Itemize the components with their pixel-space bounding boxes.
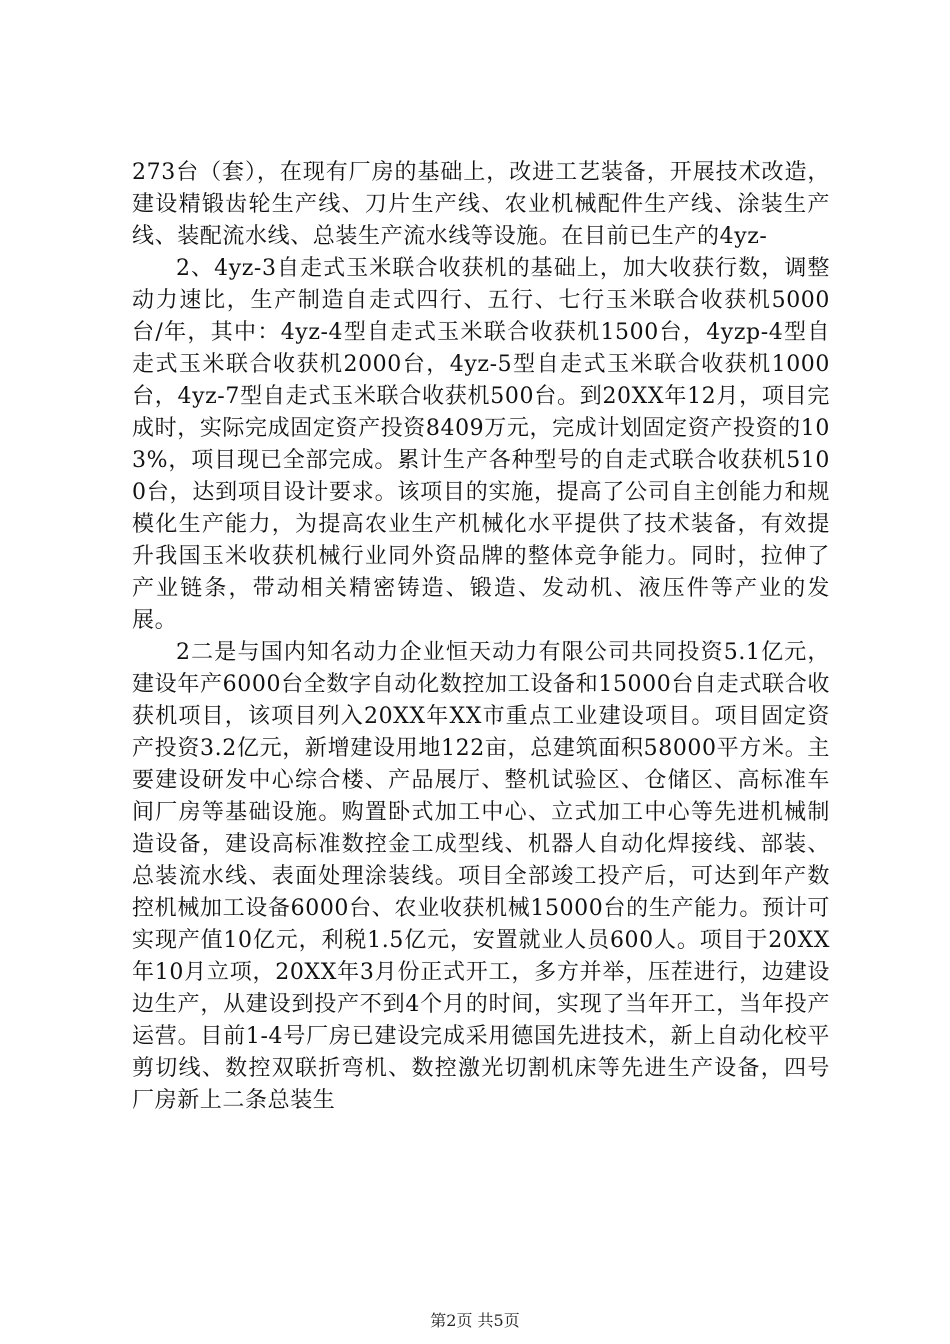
paragraph-1: 273台（套），在现有厂房的基础上，改进工艺装备，开展技术改造，建设精锻齿轮生产线、刀片生产线、农业机械配件生产线、涂装生产线、装配流水线、总装生产流水线等设施。在目前已生产的4yz- bbox=[132, 160, 830, 249]
page-number-label: 第2页 共5页 bbox=[430, 1311, 520, 1330]
page-footer bbox=[0, 1308, 950, 1331]
paragraph-3: 2二是与国内知名动力企业恒天动力有限公司共同投资5.1亿元，建设年产6000台全数字自动化数控加工设备和15000台自走式联合收获机项目，该项目列入20XX年XX市重点工业建设项目。项目固定资产投资3.2亿元，新增建设用地122亩，总建筑面积58000平方米。主要建设研发中心综合楼、产品展厅、整机试验区、仓储区、高标准车间厂房等基础设施。购置卧式加工中心、立式加工中心等先进机械制造设备，建设高标准数控金工成型线、机器人自动化焊接线、部装、总装流水线、表面处理涂装线。项目全部竣工投产后，可达到年产数控机械加工设备6000台、农业收获机械15000台的生产能力。预计可实现产值10亿元，利税1.5亿元，安置就业人员600人。项目于20XX年10月立项，20XX年3月份正式开工，多方并举，压茬进行，边建设边生产，从建设到投产不到4个月的时间，实现了当年开工，当年投产运营。目前1-4号厂房已建设完成采用德国先进技术，新上自动化校平剪切线、数控双联折弯机、数控激光切割机床等先进生产设备，四号厂房新上二条总装生 bbox=[132, 640, 830, 1113]
paragraph-2: 2、4yz-3自走式玉米联合收获机的基础上，加大收获行数，调整动力速比，生产制造自走式四行、五行、七行玉米联合收获机5000台/年，其中：4yz-4型自走式玉米联合收获机1500台，4yzp-4型自走式玉米联合收获机2000台，4yz-5型自走式玉米联合收获机1000台，4yz-7型自走式玉米联合收获机500台。到20XX年12月，项目完成时，实际完成固定资产投资8409万元，完成计划固定资产投资的103%，项目现已全部完成。累计生产各种型号的自走式联合收获机5100台，达到项目设计要求。该项目的实施，提高了公司自主创能力和规模化生产能力，为提高农业生产机械化水平提供了技术装备，有效提升我国玉米收获机械行业同外资品牌的整体竞争能力。同时，拉伸了产业链条，带动相关精密铸造、锻造、发动机、液压件等产业的发展。 bbox=[132, 256, 830, 633]
document-body bbox=[132, 157, 830, 1117]
